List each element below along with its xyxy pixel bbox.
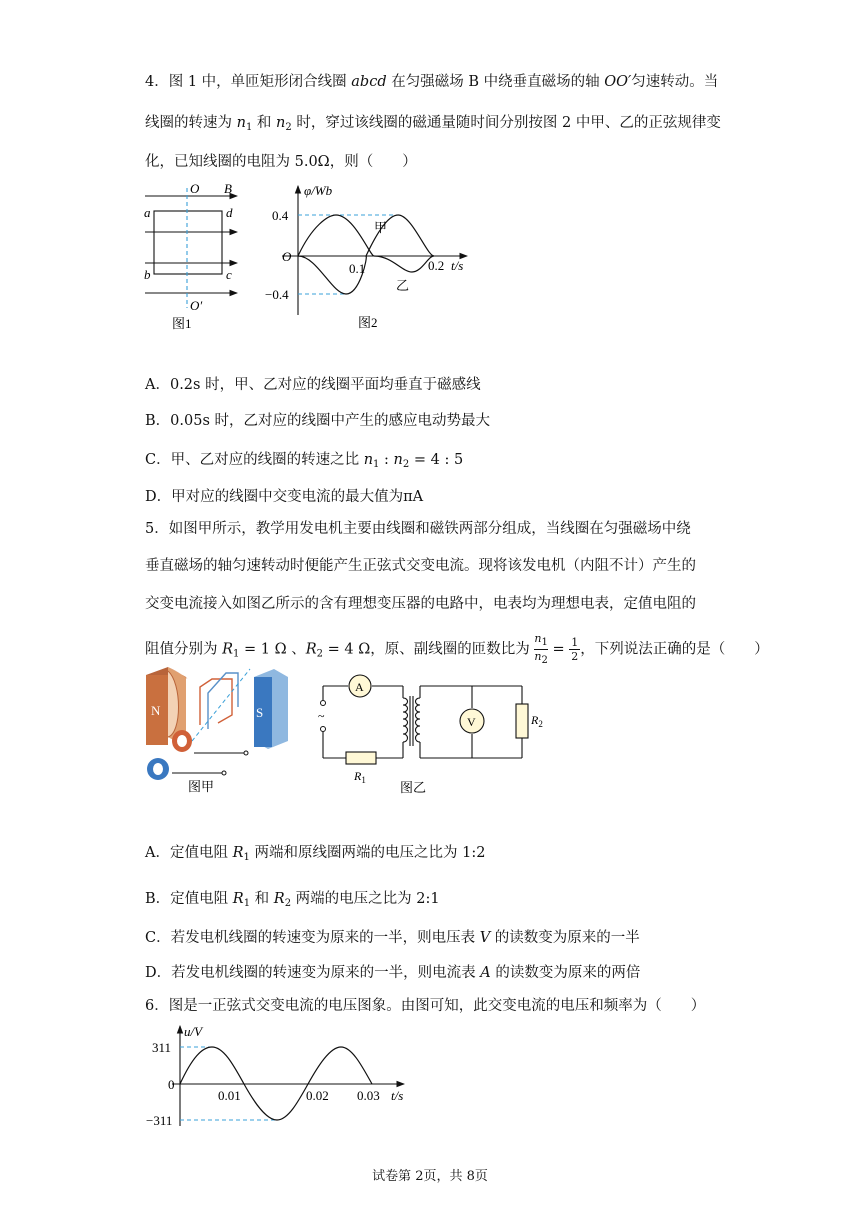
svg-text:−311: −311 bbox=[146, 1113, 173, 1128]
svg-text:图2: 图2 bbox=[358, 315, 378, 330]
q5-stem-line1: 5．如图甲所示，教学用发电机主要由线圈和磁铁两部分组成，当线圈在匀强磁场中绕 bbox=[145, 521, 691, 537]
svg-text:O: O bbox=[282, 249, 292, 264]
q4-option-c[interactable]: C．甲、乙对应的线圈的转速之比 $n_1$ : $n_2 = 4$ : 5 bbox=[145, 452, 464, 470]
q4-option-b[interactable]: B．0.05s 时，乙对应的线圈中产生的感应电动势最大 bbox=[145, 413, 490, 429]
svg-text:−0.4: −0.4 bbox=[265, 287, 289, 302]
svg-text:b: b bbox=[144, 267, 151, 282]
q5-figure-generator bbox=[138, 663, 308, 795]
svg-text:甲: 甲 bbox=[374, 220, 388, 235]
svg-text:V: V bbox=[467, 715, 476, 729]
q5-option-a[interactable]: A．定值电阻 $R_1$ 两端和原线圈两端的电压之比为 1:2 bbox=[145, 845, 486, 863]
svg-text:乙: 乙 bbox=[396, 278, 410, 293]
q5-figure-circuit bbox=[310, 670, 543, 798]
q5-option-d[interactable]: D．若发电机线圈的转速变为原来的一半，则电流表 A 的读数变为原来的两倍 bbox=[145, 965, 641, 981]
svg-text:~: ~ bbox=[318, 709, 325, 723]
q4-option-a[interactable]: A．0.2s 时，甲、乙对应的线圈平面均垂直于磁感线 bbox=[145, 377, 481, 393]
q6-figure-voltage bbox=[142, 1022, 412, 1130]
curve-yi bbox=[298, 215, 434, 294]
svg-text:R1: $R_1$ bbox=[354, 769, 366, 785]
q5-stem-line3: 交变电流接入如图乙所示的含有理想变压器的电路中，电表均为理想电表，定值电阻的 bbox=[145, 596, 696, 612]
svg-text:图甲: 图甲 bbox=[188, 779, 215, 794]
svg-text:0.2: 0.2 bbox=[428, 258, 445, 273]
svg-text:0.4: 0.4 bbox=[272, 208, 289, 223]
svg-text:O: O bbox=[190, 181, 200, 196]
svg-text:0.1: 0.1 bbox=[349, 261, 366, 276]
svg-text:c: c bbox=[226, 267, 232, 282]
svg-text:φ/Wb: φ/Wb bbox=[304, 183, 333, 198]
svg-text:0.03: 0.03 bbox=[357, 1088, 380, 1103]
svg-text:B: B bbox=[224, 181, 232, 196]
svg-text:S: S bbox=[256, 705, 264, 720]
svg-text:图乙: 图乙 bbox=[400, 780, 427, 795]
svg-text:图1: 图1 bbox=[172, 316, 192, 331]
q5-option-b[interactable]: B．定值电阻 $R_1$ 和 $R_2$ 两端的电压之比为 2:1 bbox=[145, 891, 440, 909]
q6-stem-line1: 6．图是一正弦式交变电流的电压图象。由图可知，此交变电流的电压和频率为（ ） bbox=[145, 998, 706, 1014]
svg-text:A: A bbox=[355, 680, 364, 694]
svg-text:0.02: 0.02 bbox=[306, 1088, 329, 1103]
q4-stem-line1: 4．图 1 中，单匝矩形闭合线圈 abcd 在匀强磁场 B 中绕垂直磁场的轴 OO′匀速转动。当 bbox=[145, 74, 719, 90]
curve-jia bbox=[298, 215, 434, 272]
svg-text:O′: O′ bbox=[190, 298, 203, 313]
svg-text:t/s: t/s bbox=[391, 1088, 404, 1103]
svg-text:a: a bbox=[144, 205, 151, 220]
q5-option-c[interactable]: C．若发电机线圈的转速变为原来的一半，则电压表 V 的读数变为原来的一半 bbox=[145, 930, 640, 946]
q4-option-d[interactable]: D．甲对应的线圈中交变电流的最大值为πA bbox=[145, 489, 424, 505]
q5-stem-line4: 阻值分别为 $R_1 = 1$ Ω 、$R_2 = 4$ Ω，原、副线圈的匝数比为 $\frac{n1}{n2}$ = $\frac{1}{2}$ ，下列说法正确的是（ ） bbox=[145, 632, 769, 666]
svg-text:R2: $R_2$ bbox=[531, 713, 543, 729]
page-footer: 试卷第 2页，共 8页 bbox=[372, 1169, 488, 1184]
svg-text:t/s: t/s bbox=[451, 258, 464, 273]
svg-text:311: 311 bbox=[152, 1040, 172, 1055]
q5-stem-line2: 垂直磁场的轴匀速转动时便能产生正弦式交变电流。现将该发电机（内阻不计）产生的 bbox=[145, 558, 696, 574]
svg-text:d: d bbox=[226, 205, 233, 220]
q4-stem-line2: 线圈的转速为 $n_1$ 和 $n_2$ 时，穿过该线圈的磁通量随时间分别按图 2 中甲、乙的正弦规律变 bbox=[145, 115, 721, 133]
svg-text:u/V: u/V bbox=[184, 1024, 203, 1039]
svg-text:0.01: 0.01 bbox=[218, 1088, 241, 1103]
svg-text:N: N bbox=[151, 703, 161, 718]
q4-figure1 bbox=[140, 178, 250, 333]
q4-figure2 bbox=[262, 180, 482, 335]
svg-text:0: 0 bbox=[168, 1077, 175, 1092]
q4-stem-line3: 化，已知线圈的电阻为 5.0Ω，则（ ） bbox=[145, 154, 417, 170]
